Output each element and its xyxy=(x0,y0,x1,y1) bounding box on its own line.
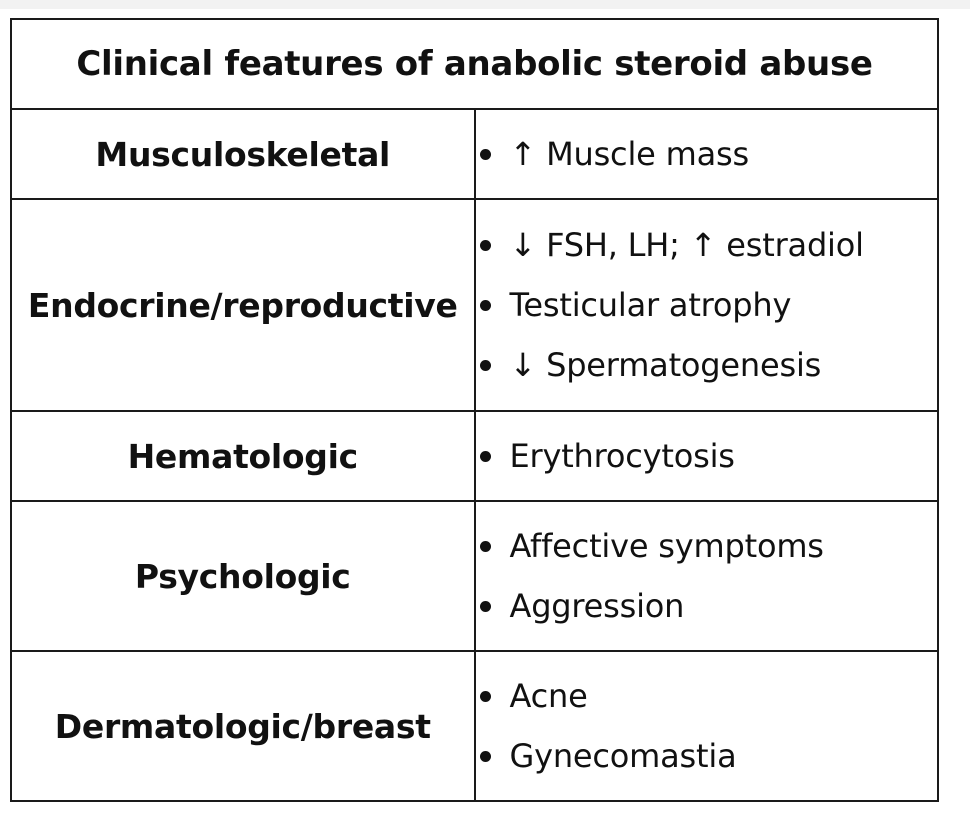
feature-item: Aggression xyxy=(510,576,938,636)
feature-list xyxy=(476,124,938,184)
table-row-dermatologic-breast xyxy=(11,651,938,801)
table-row-musculoskeletal xyxy=(11,109,938,199)
feature-item: ↓ Spermatogenesis xyxy=(510,335,938,395)
feature-list xyxy=(476,516,938,636)
table-header-row xyxy=(11,19,938,109)
features-cell xyxy=(475,109,939,199)
table-title: Clinical features of anabolic steroid abuse xyxy=(11,19,938,109)
table-row-psychologic xyxy=(11,501,938,651)
category-cell: Endocrine/reproductive xyxy=(11,199,475,411)
feature-list xyxy=(476,666,938,786)
feature-item: Gynecomastia xyxy=(510,726,938,786)
feature-item: ↑ Muscle mass xyxy=(510,124,938,184)
feature-list xyxy=(476,215,938,395)
category-cell: Psychologic xyxy=(11,501,475,651)
top-background-strip xyxy=(0,0,970,9)
table-row-hematologic xyxy=(11,411,938,501)
feature-item: Erythrocytosis xyxy=(510,426,938,486)
feature-item: Acne xyxy=(510,666,938,726)
feature-item: Affective symptoms xyxy=(510,516,938,576)
feature-item: Testicular atrophy xyxy=(510,275,938,335)
feature-list xyxy=(476,426,938,486)
features-cell xyxy=(475,501,939,651)
table-row-endocrine-reproductive xyxy=(11,199,938,411)
feature-item: ↓ FSH, LH; ↑ estradiol xyxy=(510,215,938,275)
features-cell xyxy=(475,651,939,801)
clinical-features-table xyxy=(10,18,939,802)
category-cell: Musculoskeletal xyxy=(11,109,475,199)
category-cell: Hematologic xyxy=(11,411,475,501)
features-cell xyxy=(475,199,939,411)
category-cell: Dermatologic/breast xyxy=(11,651,475,801)
features-cell xyxy=(475,411,939,501)
clinical-features-table-container xyxy=(10,18,939,802)
